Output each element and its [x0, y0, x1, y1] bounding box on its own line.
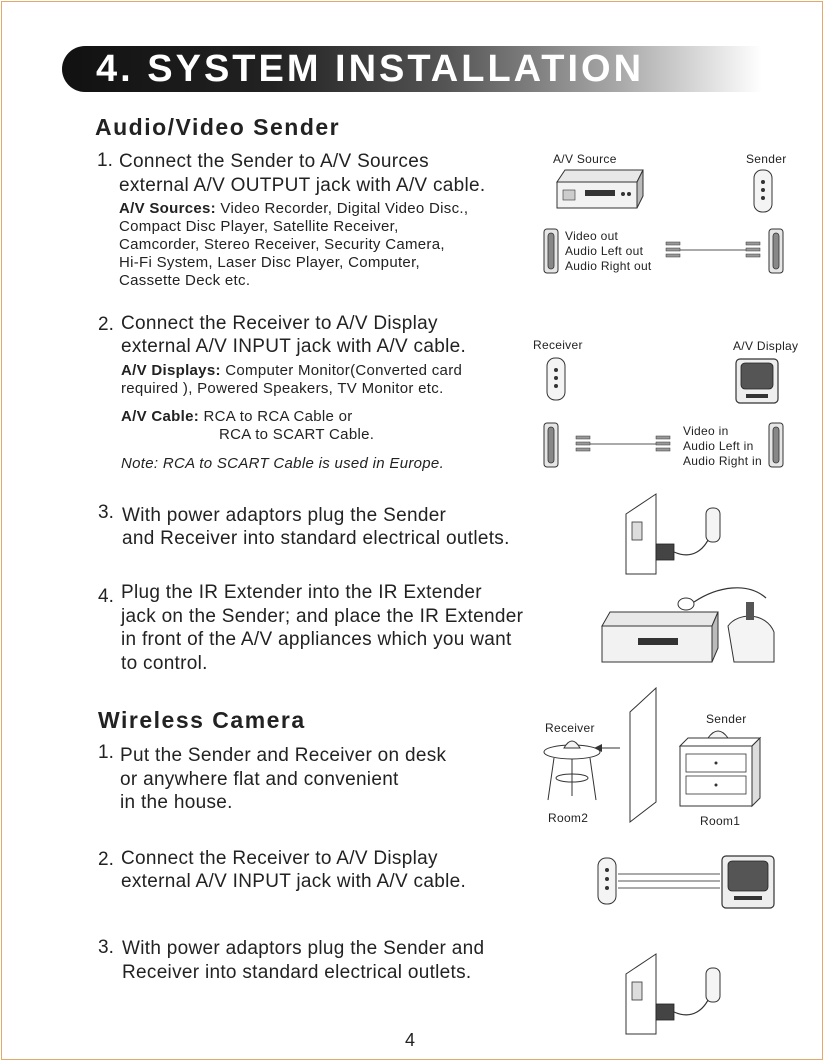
step-number: 4.	[98, 586, 114, 607]
step-number: 3.	[98, 937, 114, 958]
av-cable-line	[121, 408, 353, 425]
step-number: 1.	[98, 742, 114, 763]
section-title-wireless-camera: Wireless Camera	[98, 707, 306, 733]
diagram-label-sender: Sender	[746, 152, 787, 166]
step-text-line: Connect the Receiver to A/V Display	[121, 313, 438, 334]
diagram-label-av-source: A/V Source	[553, 152, 617, 166]
step-text-line: Plug the IR Extender into the IR Extender	[121, 582, 482, 603]
port-label-audio-right-out: Audio Right out	[565, 259, 652, 273]
av-sources-text: Camcorder, Stereo Receiver, Security Camera,	[119, 236, 445, 253]
av-sources-text: Cassette Deck etc.	[119, 272, 251, 289]
rca-panel-right	[768, 228, 786, 276]
page-title: 4. SYSTEM INSTALLATION	[96, 48, 645, 90]
av-displays-text: Computer Monitor(Converted card	[220, 362, 463, 379]
step-text-line: and Receiver into standard electrical outlets.	[122, 528, 510, 549]
diagram-label-sender: Sender	[706, 712, 747, 726]
step-text-line: external A/V OUTPUT jack with A/V cable.	[119, 175, 486, 196]
sender-unit-illustration	[752, 168, 776, 216]
step-text-line: Receiver into standard electrical outlets.	[122, 962, 472, 983]
wall-outlet-illustration	[622, 490, 732, 574]
port-label-audio-left-in: Audio Left in	[683, 439, 754, 453]
rca-cable	[574, 432, 674, 456]
step-text-line: to control.	[121, 653, 208, 674]
port-label-video-in: Video in	[683, 424, 729, 438]
step-text-line: Connect the Receiver to A/V Display	[121, 848, 438, 869]
diagram-label-room2: Room2	[548, 811, 589, 825]
step-text-line: Connect the Sender to A/V Sources	[119, 151, 429, 172]
av-displays-line	[121, 362, 462, 379]
receiver-to-tv-illustration	[592, 852, 778, 914]
rca-cable	[664, 238, 764, 262]
wall-outlet-illustration	[622, 950, 732, 1034]
av-sources-text: Compact Disc Player, Satellite Receiver,	[119, 218, 399, 235]
step-text-line: external A/V INPUT jack with A/V cable.	[121, 336, 467, 357]
step-text-line: jack on the Sender; and place the IR Extender	[121, 606, 524, 627]
section-title-av-sender: Audio/Video Sender	[95, 114, 341, 140]
rooms-illustration	[540, 682, 780, 810]
ir-extender-illustration	[598, 582, 776, 672]
page-number: 4	[405, 1030, 416, 1050]
av-sources-text: Hi-Fi System, Laser Disc Player, Computer,	[119, 254, 421, 271]
vcr-illustration	[555, 168, 645, 212]
port-label-audio-left-out: Audio Left out	[565, 244, 644, 258]
step-text-line: external A/V INPUT jack with A/V cable.	[121, 871, 467, 892]
diagram-label-room1: Room1	[700, 814, 741, 828]
rca-panel-left	[543, 422, 561, 470]
step-text-line: in front of the A/V appliances which you want	[121, 629, 512, 650]
rca-panel-right	[768, 422, 786, 470]
step-text-line: or anywhere flat and convenient	[120, 769, 399, 790]
step-text-line: With power adaptors plug the Sender	[122, 505, 447, 526]
av-sources-line	[119, 200, 468, 217]
av-sources-label: A/V Sources:	[119, 200, 216, 217]
av-displays-label: A/V Displays:	[121, 362, 221, 379]
scart-note: Note: RCA to SCART Cable is used in Europe.	[121, 455, 445, 472]
step-number: 2.	[98, 849, 114, 870]
port-label-video-out: Video out	[565, 229, 619, 243]
av-cable-text: RCA to RCA Cable or	[199, 408, 353, 425]
step-text-line: With power adaptors plug the Sender and	[122, 938, 485, 959]
av-cable-text: RCA to SCART Cable.	[219, 426, 375, 443]
av-displays-text: required ), Powered Speakers, TV Monitor etc.	[121, 380, 444, 397]
step-text-line: Put the Sender and Receiver on desk	[120, 745, 447, 766]
rca-panel-left	[543, 228, 561, 276]
diagram-label-av-display: A/V Display	[733, 339, 799, 353]
receiver-unit-illustration	[545, 356, 569, 404]
diagram-label-receiver: Receiver	[533, 338, 583, 352]
av-sources-text: Video Recorder, Digital Video Disc.,	[215, 200, 469, 217]
step-number: 3.	[98, 502, 114, 523]
step-text-line: in the house.	[120, 792, 233, 813]
port-label-audio-right-in: Audio Right in	[683, 454, 762, 468]
step-number: 1.	[97, 150, 113, 171]
diagram-label-receiver: Receiver	[545, 721, 595, 735]
av-cable-label: A/V Cable:	[121, 408, 200, 425]
tv-monitor-illustration	[734, 355, 782, 407]
step-number: 2.	[98, 314, 114, 335]
